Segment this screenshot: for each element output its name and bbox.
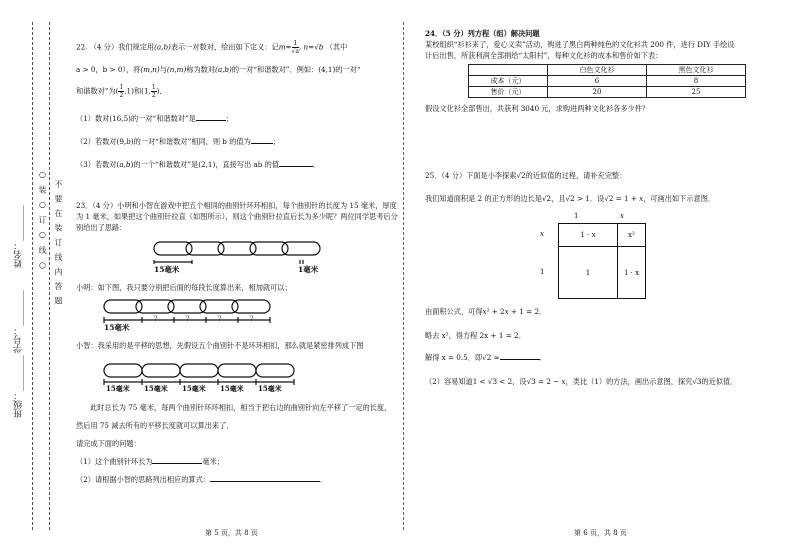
segment-unknown-2: ？ <box>186 315 193 323</box>
clip-chain-figure <box>150 238 330 274</box>
q23-prompt: 请完成下面的问题： <box>76 439 141 448</box>
question-23 <box>76 200 401 233</box>
thickness-label-1mm: 1毫米 <box>298 265 319 274</box>
q25-solve: 解得 x = 0.5．即√2 ≈ ． <box>425 353 547 362</box>
q23-explain-2: 然后用 75 减去所有的平移长度就可以算出来了． <box>76 421 234 430</box>
col-black-shirt: 黑色文化衫 <box>647 65 746 76</box>
cut-line-inner <box>49 22 50 530</box>
row-label-4: 15毫米 <box>220 384 244 393</box>
question-25-title: 25．（4 分）下面是小李探索√2的近似值的过程，请补充完整： <box>425 171 627 180</box>
q23-answer-2: （2）请根据小智的思路列出相应的算式： ． <box>76 475 328 484</box>
q25-simplified: 略去 x²，得方程 2x + 1 = 2． <box>425 331 526 340</box>
area-diagram <box>540 212 650 302</box>
q23-answer-1: （1）这个曲别针环长为 毫米； <box>76 457 225 466</box>
q24-question: 假设文化衫全部售出，共获利 3040 元，求购进两种文化衫各多少件？ <box>425 104 650 113</box>
class-field[interactable]: 班级：________ <box>14 355 24 418</box>
xiaozhi-method: 小智：我采用的是平移的思想，先假设五个曲别针不是环环相扣，那么就是紧密排列成下图 <box>76 341 364 350</box>
grid-cell-top-right: x² <box>618 224 645 247</box>
row-label-2: 15毫米 <box>144 384 168 393</box>
row-label-5: 15毫米 <box>258 384 282 393</box>
price-table <box>468 64 746 98</box>
grid-top-label-1: 1 <box>574 212 579 220</box>
q25-area-formula: 由面积公式，可得x² + 2x + 1 = 2． <box>425 307 547 316</box>
table-header-row <box>469 65 746 76</box>
segment-unknown-4: ？ <box>250 315 257 323</box>
approx-answer-blank[interactable] <box>500 359 540 360</box>
segment-unknown-1: ？ <box>154 315 161 323</box>
question-22: 22. （4 分）我们规定用(a,b)表示一对数对，给出如下定义：记m= $\frac{1}{√a}$ , n=√b （其中 a > 0，b > 0），将(m,n)与(n,m)称为数对(a,b)的一对“和谐数对”．例如：(4,1)的一对“ 和谐数对”为( $\frac{1}{2}$ ,1)和(1, $\frac{1}{2}$ )． （1）数对(16,5)的一对“和谐数对”是 ； （2）若数对(9,b)的一对“和谐数对”相同，则 b 的值为 ； （3）若数对(a,b)的一个“和谐数对”是(2,1)，直接写出 ab 的值 ． <box>76 40 361 169</box>
q23-explain-1: 此时总长为 75 毫米，每两个曲别针环环相扣，相当于把右边的曲别针向左平移了一定的长度， <box>90 403 392 412</box>
page-footer-left: 第 5 页，共 8 页 <box>205 529 258 537</box>
clip-row-figure <box>100 360 300 396</box>
student-id-field[interactable]: 学号：________ <box>14 290 24 353</box>
grid-cell-bottom-right: 1 · x <box>623 268 640 277</box>
answer-blank-1[interactable] <box>152 463 202 464</box>
segment-label-15mm: 15毫米 <box>104 323 130 332</box>
segment-unknown-3: ？ <box>218 315 225 323</box>
grid-left-label-1: 1 <box>540 268 545 276</box>
cut-line-outer <box>32 22 33 530</box>
table-row: 成本（元） 6 8 <box>469 76 746 87</box>
table-row: 售价（元） 20 25 <box>469 87 746 98</box>
grid-square <box>558 223 646 299</box>
answer-blank-2[interactable] <box>210 481 320 482</box>
page-divider <box>403 22 404 530</box>
seal-warning: 不 要 在 装 订 线 内 答 题 <box>54 180 63 307</box>
question-24: 24．（5 分）列方程（组）解决问题 某校组织“衫衫来了，爱心义卖”活动，购进了黑白两种纯色的文化衫共 200 件，进行 DIY 手绘设 计后出售，所获利润全部捐给“太阳村”，每种文化衫的成本和售价如下表： <box>425 29 735 60</box>
grid-cell-bottom-left: 1 <box>559 247 618 298</box>
name-field[interactable]: 姓名：________ <box>14 205 24 268</box>
q23-intro: 23．（4 分）小明和小智在游戏中把五个相同的曲别针环环相扣，每个曲别针的长度为 15 毫米，厚度为 1 毫米，如果把这个曲别针拉直（如图所示），则这个曲别针拉直后长为多少呢？两位同学思考后分别给出了思路： <box>76 201 398 232</box>
row-label-1: 15毫米 <box>106 384 130 393</box>
grid-cell-top-left: 1 · x <box>559 224 618 247</box>
grid-left-label-x: x <box>540 230 544 238</box>
row-label-3: 15毫米 <box>182 384 206 393</box>
page-footer-right: 第 6 页，共 8 页 <box>574 529 627 537</box>
q25-part-2: （2）容易知道1 < √3 < 2，设√3 = 2 − x，类比（1）的方法，画出示意图，探究√3的近似值． <box>425 377 738 386</box>
clip-chain-segments-figure <box>100 296 280 332</box>
xiaoming-method: 小明：如下图，我只要分别把后面的每段长度算出来，相加就可以； <box>76 283 292 292</box>
col-white-shirt: 白色文化衫 <box>548 65 647 76</box>
q25-line-1: 我们知道面积是 2 的正方形的边长是√2，且√2 > 1．设√2 = 1 + x，可画出如下示意图． <box>425 194 716 203</box>
grid-top-label-x: x <box>620 212 624 220</box>
length-label-15mm: 15毫米 <box>154 265 180 274</box>
seal-text: ○ 装 ○ 订 ○ 线 ○ <box>38 170 47 272</box>
